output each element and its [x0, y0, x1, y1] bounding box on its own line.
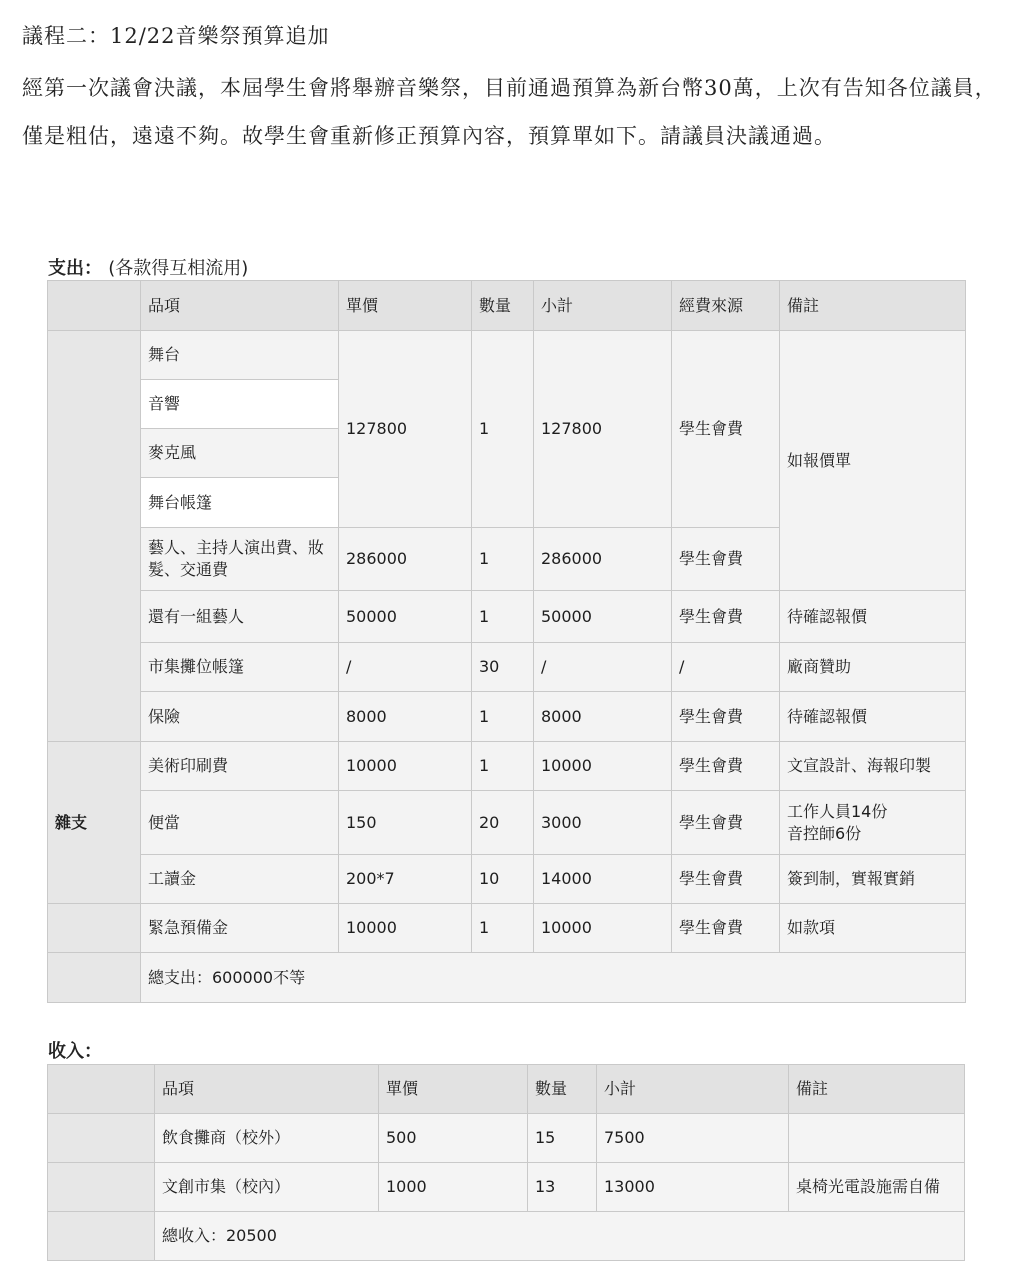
equip-note: 如報價單	[780, 331, 966, 591]
print-subtotal: 10000	[534, 742, 672, 791]
reserve-note: 如款項	[780, 904, 966, 953]
table-row	[48, 791, 966, 855]
income-header-note: 備註	[789, 1065, 965, 1114]
bento-price: 150	[339, 791, 472, 855]
extra-source: 學生會費	[672, 591, 780, 643]
item-tent: 舞台帳篷	[141, 478, 339, 528]
equip-subtotal: 127800	[534, 331, 672, 528]
expense-section-title	[48, 254, 248, 280]
ins-note: 待確認報價	[780, 692, 966, 742]
item-print: 美術印刷費	[141, 742, 339, 791]
artist-price: 286000	[339, 528, 472, 591]
income-qty: 15	[528, 1114, 597, 1163]
equip-price: 127800	[339, 331, 472, 528]
table-row	[48, 1114, 965, 1163]
ins-source: 學生會費	[672, 692, 780, 742]
wage-note: 簽到制，實報實銷	[780, 855, 966, 904]
expense-header-row	[48, 281, 966, 331]
market-qty: 30	[472, 643, 534, 692]
agenda-block	[22, 14, 1007, 160]
ins-price: 8000	[339, 692, 472, 742]
print-qty: 1	[472, 742, 534, 791]
income-note: 桌椅光電設施需自備	[789, 1163, 965, 1212]
income-subtotal: 13000	[597, 1163, 789, 1212]
expense-total-row	[48, 953, 966, 1003]
income-total-row	[48, 1212, 965, 1261]
header-subtotal: 小計	[534, 281, 672, 331]
item-market-tent: 市集攤位帳篷	[141, 643, 339, 692]
expense-note: (各款得互相流用)	[108, 258, 249, 279]
header-qty: 數量	[472, 281, 534, 331]
bento-source: 學生會費	[672, 791, 780, 855]
item-reserve: 緊急預備金	[141, 904, 339, 953]
income-item: 文創市集（校內）	[155, 1163, 379, 1212]
table-row	[48, 331, 966, 380]
group-label: 雜支	[48, 742, 141, 904]
item-stage: 舞台	[141, 331, 339, 380]
reserve-subtotal: 10000	[534, 904, 672, 953]
wage-price: 200*7	[339, 855, 472, 904]
extra-price: 50000	[339, 591, 472, 643]
income-item: 飲食攤商（校外）	[155, 1114, 379, 1163]
artist-subtotal: 286000	[534, 528, 672, 591]
equip-source: 學生會費	[672, 331, 780, 528]
item-bento: 便當	[141, 791, 339, 855]
market-note: 廠商贊助	[780, 643, 966, 692]
wage-qty: 10	[472, 855, 534, 904]
income-table	[47, 1064, 965, 1261]
bento-note-staff: 工作人員14份	[787, 801, 888, 821]
income-price: 1000	[379, 1163, 528, 1212]
table-row	[48, 591, 966, 643]
income-header-item: 品項	[155, 1065, 379, 1114]
income-note	[789, 1114, 965, 1163]
income-qty: 13	[528, 1163, 597, 1212]
income-price: 500	[379, 1114, 528, 1163]
item-wage: 工讀金	[141, 855, 339, 904]
reserve-qty: 1	[472, 904, 534, 953]
item-extra-artist: 還有一組藝人	[141, 591, 339, 643]
artist-source: 學生會費	[672, 528, 780, 591]
extra-note: 待確認報價	[780, 591, 966, 643]
ins-subtotal: 8000	[534, 692, 672, 742]
header-price: 單價	[339, 281, 472, 331]
market-price: /	[339, 643, 472, 692]
bento-note	[780, 791, 966, 855]
artist-qty: 1	[472, 528, 534, 591]
table-row	[48, 643, 966, 692]
group-cell-top	[48, 331, 141, 742]
table-row	[48, 855, 966, 904]
table-row	[48, 742, 966, 791]
income-subtotal: 7500	[597, 1114, 789, 1163]
item-mic: 麥克風	[141, 429, 339, 478]
income-header-qty: 數量	[528, 1065, 597, 1114]
market-source: /	[672, 643, 780, 692]
item-artist: 藝人、主持人演出費、妝髮、交通費	[141, 528, 339, 591]
income-total: 總收入：20500	[155, 1212, 965, 1261]
agenda-body: 經第一次議會決議，本屆學生會將舉辦音樂祭，目前通過預算為新台幣30萬，上次有告知各位議員，僅是粗估，遠遠不夠。故學生會重新修正預算內容，預算單如下。請議員決議通過。	[22, 76, 997, 148]
print-price: 10000	[339, 742, 472, 791]
expense-table	[47, 280, 966, 1003]
reserve-price: 10000	[339, 904, 472, 953]
ins-qty: 1	[472, 692, 534, 742]
item-sound: 音響	[141, 380, 339, 429]
header-note: 備註	[780, 281, 966, 331]
income-header-price: 單價	[379, 1065, 528, 1114]
table-row	[48, 692, 966, 742]
equip-qty: 1	[472, 331, 534, 528]
print-source: 學生會費	[672, 742, 780, 791]
table-row	[48, 1163, 965, 1212]
table-row	[48, 904, 966, 953]
wage-source: 學生會費	[672, 855, 780, 904]
income-header-subtotal: 小計	[597, 1065, 789, 1114]
income-title: 收入：	[48, 1041, 102, 1062]
income-section-title	[48, 1037, 102, 1063]
print-note: 文宣設計、海報印製	[780, 742, 966, 791]
bento-qty: 20	[472, 791, 534, 855]
extra-qty: 1	[472, 591, 534, 643]
market-subtotal: /	[534, 643, 672, 692]
expense-total: 總支出：600000不等	[141, 953, 966, 1003]
reserve-source: 學生會費	[672, 904, 780, 953]
wage-subtotal: 14000	[534, 855, 672, 904]
agenda-title: 議程二：12/22音樂祭預算追加	[22, 24, 330, 48]
bento-subtotal: 3000	[534, 791, 672, 855]
bento-note-sound: 音控師6份	[787, 823, 862, 843]
item-insurance: 保險	[141, 692, 339, 742]
expense-title: 支出：	[48, 258, 102, 279]
header-item: 品項	[141, 281, 339, 331]
header-source: 經費來源	[672, 281, 780, 331]
income-header-row	[48, 1065, 965, 1114]
extra-subtotal: 50000	[534, 591, 672, 643]
